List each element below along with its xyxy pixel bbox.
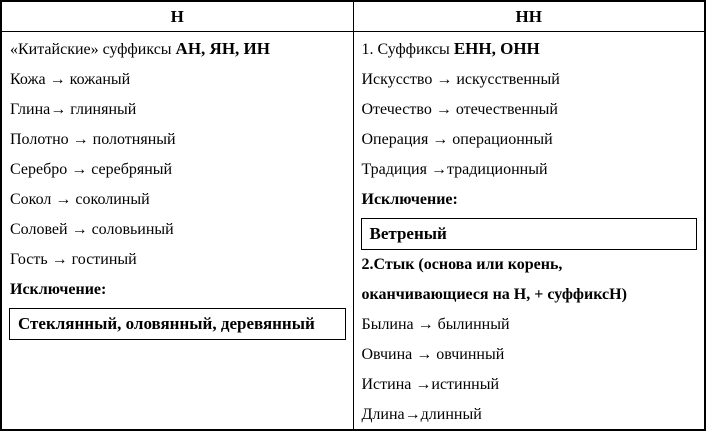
example-row: Истина →истинный [361, 376, 500, 393]
example-row: Глина→ глиняный [10, 101, 137, 118]
rule-nn-1-suffix-list: ЕНН, ОНН [453, 39, 540, 58]
example-row: Отечество → отечественный [361, 101, 558, 118]
example-row: Искусство → искусственный [361, 71, 560, 88]
column-header-n: Н [2, 2, 354, 31]
example-row: Гость → гостиный [10, 251, 137, 268]
table-header-row [2, 2, 704, 32]
rule-n-suffixes [2, 34, 353, 65]
exception-box-nn: Ветреный [361, 218, 698, 250]
example-row: Овчина → овчинный [361, 346, 505, 363]
column-n-body [2, 32, 354, 429]
column-header-nn: НН [515, 6, 542, 26]
example-row: Кожа → кожаный [10, 71, 131, 88]
example-row: Традиция →традиционный [361, 161, 548, 178]
example-row: Серебро → серебряный [10, 161, 173, 178]
exception-label-n: Исключение: [10, 281, 107, 298]
example-row: Сокол → соколиный [10, 191, 150, 208]
exception-box-n: Стеклянный, оловянный, деревянный [9, 308, 346, 340]
rule-nn-2-line1: 2.Стык (основа или корень, [361, 256, 563, 273]
rule-n-text: «Китайские» суффиксы [10, 41, 176, 58]
table-body-row [2, 32, 704, 429]
example-row: Былина → былинный [361, 316, 510, 333]
example-row: Операция → операционный [361, 131, 553, 148]
example-row: Длина→длинный [361, 406, 482, 423]
example-row: Соловей → соловьиный [10, 221, 174, 238]
example-row: Полотно → полотняный [10, 131, 176, 148]
exception-label-nn: Исключение: [361, 191, 458, 208]
column-nn-body [354, 32, 705, 429]
rule-nn-1 [354, 34, 705, 65]
rule-nn-2-line2: оканчивающиеся на Н, + суффиксН) [361, 286, 627, 303]
rule-nn-1-text: 1. Суффиксы [361, 41, 454, 58]
rule-n-suffix-list: АН, ЯН, ИН [175, 39, 270, 58]
